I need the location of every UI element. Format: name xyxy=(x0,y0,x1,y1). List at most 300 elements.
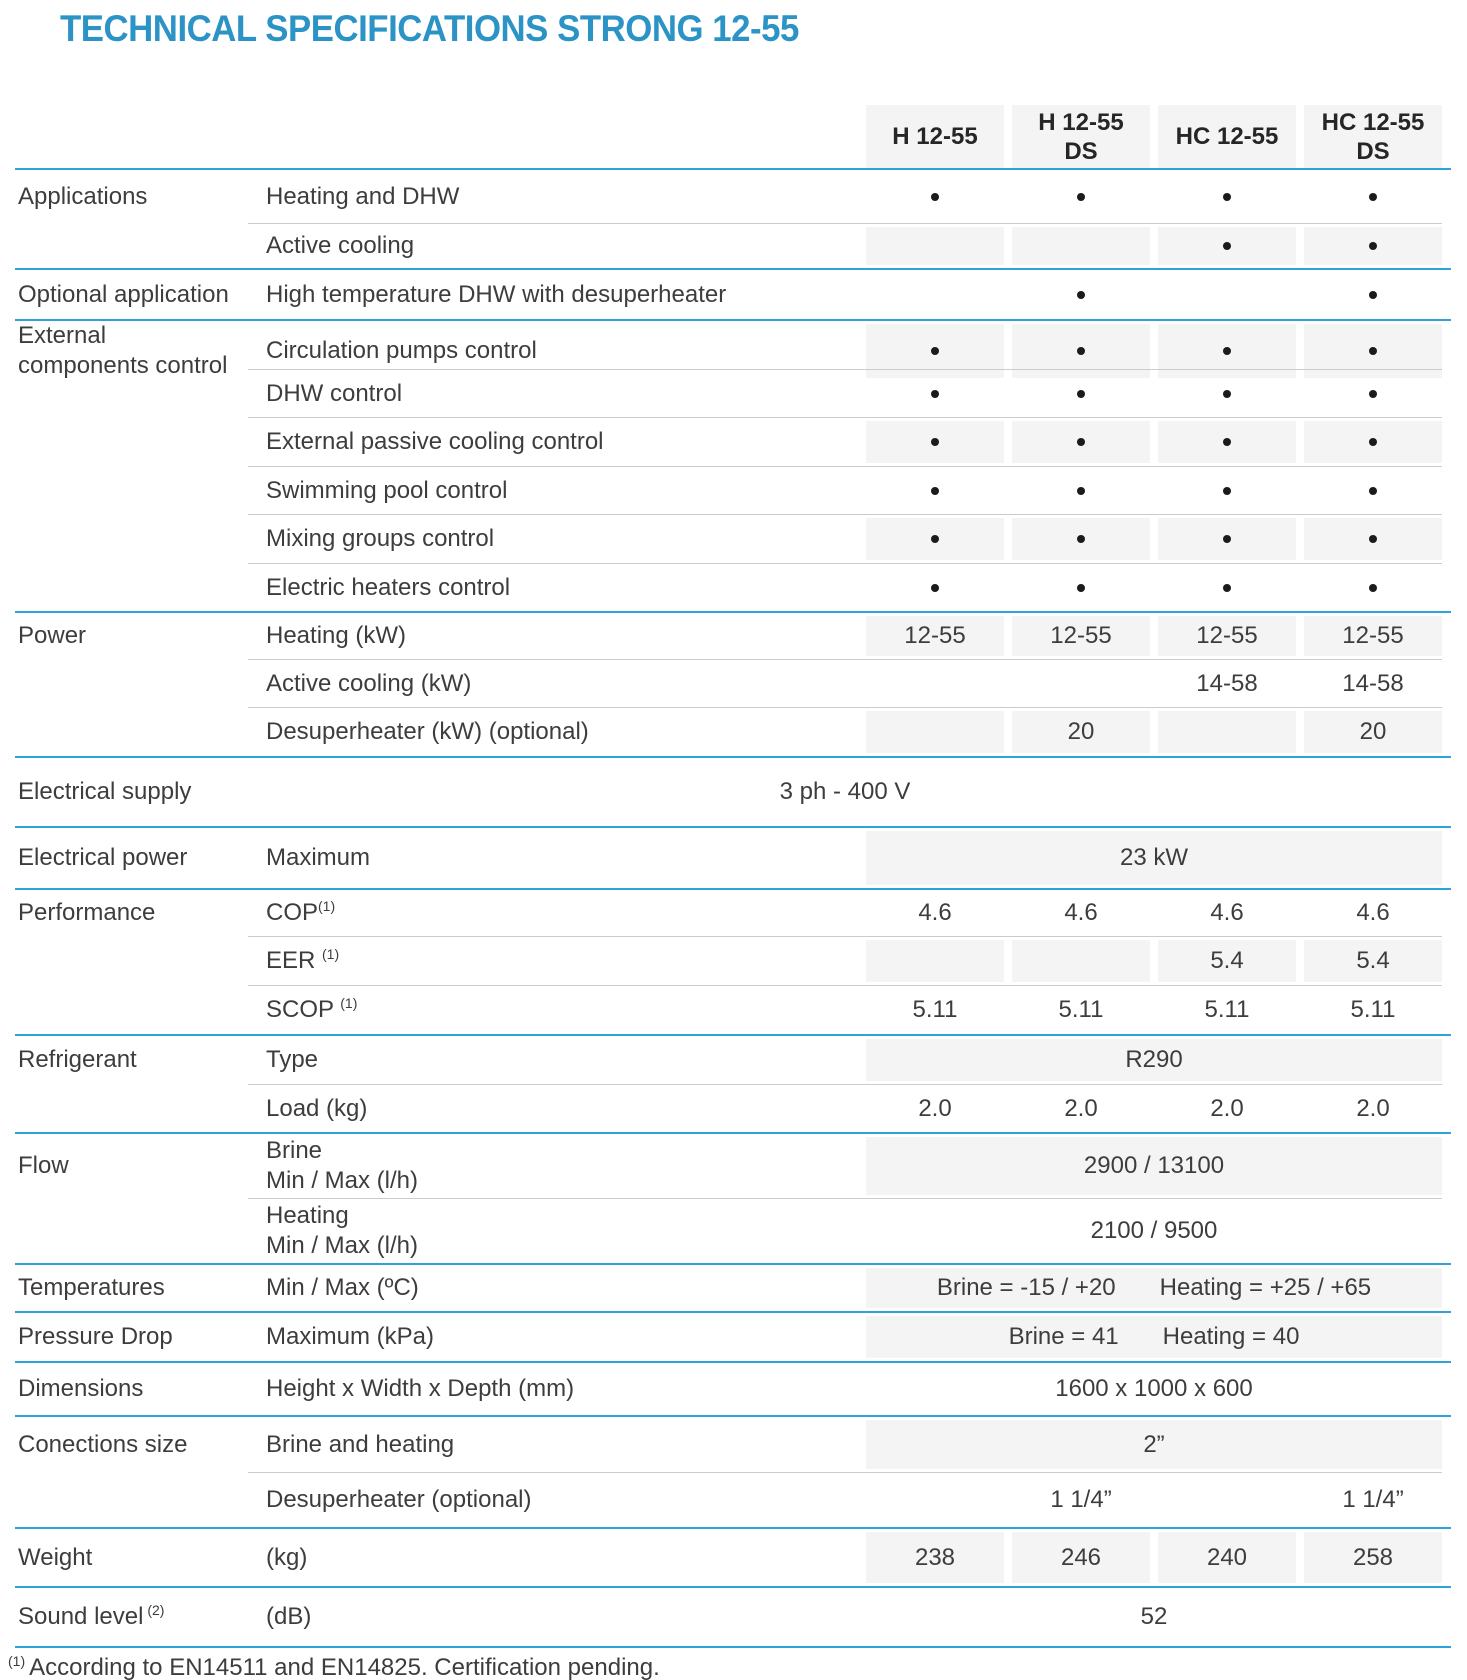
column-header xyxy=(1012,105,1150,168)
value-text: 258 xyxy=(1352,1543,1394,1571)
row-label xyxy=(248,1529,866,1586)
value-cell xyxy=(1304,613,1442,659)
group-label-text: Dimensions xyxy=(18,1375,144,1402)
value-text: 5.4 xyxy=(1356,947,1390,974)
spec-table xyxy=(0,105,1467,1648)
row-label xyxy=(248,1363,866,1415)
value-cell xyxy=(1158,708,1296,756)
bullet-icon xyxy=(1223,390,1231,398)
value-text: 240 xyxy=(1206,1543,1248,1571)
value-cell xyxy=(1158,660,1296,707)
table-row xyxy=(0,1417,1467,1472)
value-cell xyxy=(1012,986,1150,1034)
group-label-text: Pressure Drop xyxy=(18,1323,173,1350)
value-text: 5.11 xyxy=(1350,996,1396,1023)
group-label-text: Electrical power xyxy=(18,844,188,871)
value-text: 3 ph - 400 V xyxy=(779,778,911,805)
value-cell xyxy=(1304,370,1442,417)
row-label xyxy=(248,828,866,888)
row-label xyxy=(248,1134,866,1198)
value-cell xyxy=(1012,708,1150,756)
value-cell xyxy=(1158,224,1296,268)
value-cell xyxy=(866,890,1004,936)
bullet-icon xyxy=(1223,487,1231,495)
bullet-icon xyxy=(1077,193,1085,201)
table-row xyxy=(0,515,1467,563)
row-label-text: Type xyxy=(266,1046,319,1073)
row-label xyxy=(248,1473,866,1527)
value-cell xyxy=(866,660,1004,707)
table-row xyxy=(0,321,1467,379)
bullet-icon xyxy=(931,438,939,446)
value-cell xyxy=(1304,515,1442,563)
value-cell xyxy=(1304,890,1442,936)
value-text: 12-55 xyxy=(1196,622,1258,649)
table-header xyxy=(0,105,1467,170)
group-label xyxy=(0,170,248,223)
row-label-text: External passive cooling control xyxy=(266,428,604,455)
value-text: 14-58 xyxy=(1342,669,1404,697)
value-cell xyxy=(1158,890,1296,936)
value-cell xyxy=(1304,467,1442,514)
value-span-cell xyxy=(866,1417,1442,1472)
table-row xyxy=(0,1134,1467,1198)
spec-group xyxy=(0,758,1467,828)
table-row xyxy=(0,1363,1467,1415)
value-cell xyxy=(1158,370,1296,417)
bullet-icon xyxy=(1223,438,1231,446)
value-text: R290 xyxy=(1125,1046,1183,1073)
bullet-icon xyxy=(1077,347,1085,355)
value-cell xyxy=(1304,660,1442,707)
value-cell xyxy=(1012,418,1150,466)
row-label-text: Electric heaters control xyxy=(266,573,511,601)
table-row xyxy=(0,828,1467,888)
group-label xyxy=(0,828,248,888)
group-label-text: Refrigerant xyxy=(18,1046,137,1073)
value-cell xyxy=(1012,467,1150,514)
value-cell xyxy=(866,613,1004,659)
row-label-text: DHW control xyxy=(266,379,403,407)
spec-group xyxy=(0,1363,1467,1417)
value-cell xyxy=(1158,1085,1296,1132)
value-cell xyxy=(866,708,1004,756)
row-label xyxy=(248,660,866,707)
value-cell xyxy=(1304,1529,1442,1586)
table-row xyxy=(0,1313,1467,1361)
value-span-cell xyxy=(866,1036,1442,1084)
row-label-text: Brine and heating xyxy=(266,1430,455,1458)
column-header xyxy=(1158,105,1296,168)
value-span-cell xyxy=(866,1588,1442,1646)
value-text: 5.11 xyxy=(912,996,958,1023)
value-cell xyxy=(1304,418,1442,466)
value-cell xyxy=(866,170,1004,223)
row-label-text: Desuperheater (optional) xyxy=(266,1486,532,1513)
value-text: 5.4 xyxy=(1210,947,1244,974)
row-label xyxy=(248,890,866,936)
value-text: Heating = 40 xyxy=(1162,1323,1300,1350)
bullet-icon xyxy=(1077,584,1085,592)
row-label-text: Brine xyxy=(266,1137,323,1164)
group-label-text: Performance xyxy=(18,899,156,926)
value-cell xyxy=(1304,224,1442,268)
row-label xyxy=(248,1036,866,1084)
value-cell xyxy=(1012,170,1150,223)
value-text: 4.6 xyxy=(1356,899,1390,926)
spec-group xyxy=(0,1265,1467,1313)
group-label xyxy=(0,270,248,319)
value-text: 2100 / 9500 xyxy=(1090,1217,1218,1244)
value-cell xyxy=(866,370,1004,417)
column-header-label: H 12-55 xyxy=(892,123,978,150)
value-cell xyxy=(1158,1473,1296,1527)
value-text: 23 kW xyxy=(1119,844,1188,871)
value-span-cell xyxy=(866,828,1442,888)
row-label-superscript: (1) xyxy=(340,995,358,1011)
value-span-cell xyxy=(866,1313,1442,1361)
value-text: 238 xyxy=(914,1543,956,1571)
table-row xyxy=(0,1588,1467,1646)
value-text: 5.11 xyxy=(1058,996,1104,1023)
table-row xyxy=(0,937,1467,985)
group-label xyxy=(0,1036,248,1084)
footnote xyxy=(0,1648,1467,1680)
spec-group xyxy=(0,1036,1467,1134)
column-header-label: HC 12-55 xyxy=(1321,108,1425,136)
value-cell xyxy=(1012,370,1150,417)
value-cell xyxy=(866,515,1004,563)
bullet-icon xyxy=(1223,347,1231,355)
row-label-text: Maximum xyxy=(266,844,371,871)
value-text: 2.0 xyxy=(1210,1094,1244,1122)
value-cell xyxy=(1158,170,1296,223)
group-label xyxy=(0,1363,248,1415)
table-header-row xyxy=(0,105,1467,168)
value-text: 14-58 xyxy=(1196,669,1258,697)
table-row xyxy=(0,708,1467,756)
group-label-text: Applications xyxy=(18,182,148,210)
table-row xyxy=(0,418,1467,466)
value-text: Heating = +25 / +65 xyxy=(1159,1274,1372,1301)
row-label xyxy=(248,1265,866,1311)
value-cell xyxy=(1012,1473,1150,1527)
bullet-icon xyxy=(931,584,939,592)
group-label xyxy=(0,1134,248,1198)
value-cell xyxy=(1158,418,1296,466)
row-label xyxy=(248,418,866,466)
value-text: 4.6 xyxy=(918,899,952,926)
bullet-icon xyxy=(931,535,939,543)
spec-group xyxy=(0,270,1467,321)
value-cell xyxy=(866,986,1004,1034)
row-label-text: Mixing groups control xyxy=(266,525,495,552)
table-row xyxy=(0,890,1467,936)
row-label xyxy=(248,613,866,659)
value-span-cell xyxy=(248,758,1442,826)
table-row xyxy=(0,467,1467,514)
footnote-text: According to EN14511 and EN14825. Certification pending. xyxy=(29,1654,660,1680)
page-title: TECHNICAL SPECIFICATIONS STRONG 12-55 xyxy=(60,8,799,49)
row-label xyxy=(248,1313,866,1361)
group-label-text: Conections size xyxy=(18,1430,188,1458)
bullet-icon xyxy=(1077,535,1085,543)
value-text: 4.6 xyxy=(1210,899,1244,926)
row-label-text: Swimming pool control xyxy=(266,476,508,504)
row-label-text: SCOP $^{(1)}$ xyxy=(266,995,358,1023)
spec-group xyxy=(0,1588,1467,1648)
spec-group xyxy=(0,828,1467,890)
value-text: 1600 x 1000 x 600 xyxy=(1055,1375,1253,1402)
value-cell xyxy=(1158,564,1296,611)
row-label xyxy=(248,1199,866,1263)
bullet-icon xyxy=(1369,193,1377,201)
row-label xyxy=(248,708,866,756)
group-label xyxy=(0,1265,248,1311)
row-label xyxy=(248,467,866,514)
value-cell xyxy=(866,224,1004,268)
row-label xyxy=(248,1588,866,1646)
spec-group xyxy=(0,1313,1467,1363)
column-header-sublabel: DS xyxy=(1356,137,1390,165)
value-cell xyxy=(1012,613,1150,659)
group-label-text: Flow xyxy=(18,1152,69,1179)
group-label-text: Optional application xyxy=(18,280,229,308)
row-label-text: Active cooling xyxy=(266,232,415,259)
title-block xyxy=(0,0,1467,105)
spec-group xyxy=(0,890,1467,1036)
bullet-icon xyxy=(1223,584,1231,592)
value-text: 2900 / 13100 xyxy=(1083,1152,1225,1179)
value-span-cell xyxy=(866,1265,1442,1311)
spec-group xyxy=(0,1134,1467,1265)
bullet-icon xyxy=(931,390,939,398)
row-label-text: Height x Width x Depth (mm) xyxy=(266,1375,575,1402)
value-cell xyxy=(1158,986,1296,1034)
value-text: 2.0 xyxy=(1064,1094,1098,1122)
group-label xyxy=(0,613,248,659)
table-row xyxy=(0,1529,1467,1586)
group-label xyxy=(0,890,248,936)
value-text: 2” xyxy=(1143,1430,1165,1458)
value-text: Brine = 41 xyxy=(1008,1323,1119,1350)
table-row xyxy=(0,170,1467,223)
value-text: 52 xyxy=(1140,1603,1168,1630)
bullet-icon xyxy=(1369,438,1377,446)
value-text: 2.0 xyxy=(1356,1094,1390,1122)
group-label xyxy=(0,1588,248,1646)
table-row xyxy=(0,1036,1467,1084)
bullet-icon xyxy=(1223,535,1231,543)
group-label-text-line2: components control xyxy=(18,352,228,379)
bullet-icon xyxy=(931,193,939,201)
spec-group xyxy=(0,1529,1467,1588)
spec-group xyxy=(0,1417,1467,1529)
value-text: Brine = -15 / +20 xyxy=(936,1274,1116,1301)
row-label xyxy=(248,270,866,319)
value-cell xyxy=(866,1529,1004,1586)
value-cell xyxy=(866,1473,1004,1527)
value-cell xyxy=(866,564,1004,611)
row-label-text: (kg) xyxy=(266,1543,308,1571)
value-cell xyxy=(1304,1473,1442,1527)
value-span-cell xyxy=(866,1363,1442,1415)
table-row xyxy=(0,564,1467,611)
table-row xyxy=(0,758,1467,826)
group-label-text: Electrical supply xyxy=(18,778,192,805)
table-row xyxy=(0,1473,1467,1527)
bullet-icon xyxy=(1223,242,1231,250)
group-label xyxy=(0,758,248,826)
bullet-icon xyxy=(931,347,939,355)
spec-group xyxy=(0,321,1467,613)
row-label-text: Min / Max (ºC) xyxy=(266,1274,419,1301)
row-label-text: High temperature DHW with desuperheater xyxy=(266,280,727,308)
group-label-text: Weight xyxy=(18,1543,93,1571)
value-cell xyxy=(1158,937,1296,985)
value-text: 12-55 xyxy=(904,622,966,649)
value-cell xyxy=(1012,515,1150,563)
row-label-text: Heating and DHW xyxy=(266,182,460,210)
table-row xyxy=(0,1085,1467,1132)
row-label xyxy=(248,1417,866,1472)
value-cell xyxy=(1304,564,1442,611)
table-row xyxy=(0,660,1467,707)
value-cell xyxy=(1158,515,1296,563)
row-label-text: COP$^{(1)}$ xyxy=(266,898,336,926)
row-label xyxy=(248,224,866,268)
value-text: 1 1/4” xyxy=(1342,1486,1404,1513)
value-text: 246 xyxy=(1060,1543,1102,1571)
value-cell xyxy=(1304,937,1442,985)
row-label-text: (dB) xyxy=(266,1603,312,1630)
value-cell xyxy=(1304,986,1442,1034)
table-row xyxy=(0,613,1467,659)
value-cell xyxy=(1304,170,1442,223)
group-label-superscript: (2) xyxy=(143,1602,165,1618)
row-label xyxy=(248,515,866,563)
group-label-text: Power xyxy=(18,622,87,649)
column-header xyxy=(866,105,1004,168)
spec-group xyxy=(0,613,1467,758)
row-label-text: Heating (kW) xyxy=(266,622,407,649)
column-header-label: HC 12-55 xyxy=(1175,123,1279,150)
column-header-label: H 12-55 xyxy=(1038,108,1124,136)
row-label xyxy=(248,986,866,1034)
value-cell xyxy=(1012,1085,1150,1132)
value-cell xyxy=(866,1085,1004,1132)
row-label-text: Heating xyxy=(266,1202,349,1229)
row-label-text: Circulation pumps control xyxy=(266,337,537,364)
value-cell xyxy=(1012,890,1150,936)
group-label-text: Sound level $^{(2)}$ xyxy=(18,1602,165,1630)
table-row xyxy=(0,224,1467,268)
value-span-cell xyxy=(866,1199,1442,1263)
table-row xyxy=(0,986,1467,1034)
value-span-cell xyxy=(866,1134,1442,1198)
row-label-text-line2: Min / Max (l/h) xyxy=(266,1167,419,1194)
value-text: 2.0 xyxy=(918,1094,952,1122)
value-cell xyxy=(1012,224,1150,268)
value-text: 5.11 xyxy=(1204,996,1250,1023)
footnote-superscript: (1) xyxy=(8,1653,26,1669)
group-label xyxy=(0,1313,248,1361)
row-label-superscript: (1) xyxy=(318,898,336,914)
value-text: 20 xyxy=(1067,718,1095,745)
value-cell xyxy=(1012,1529,1150,1586)
bullet-icon xyxy=(1369,487,1377,495)
bullet-icon xyxy=(1369,347,1377,355)
row-label xyxy=(248,564,866,611)
value-cell xyxy=(1012,937,1150,985)
value-cell xyxy=(1304,270,1442,319)
bullet-icon xyxy=(1369,291,1377,299)
column-header-sublabel: DS xyxy=(1064,137,1098,165)
bullet-icon xyxy=(1077,291,1085,299)
bullet-icon xyxy=(1223,193,1231,201)
value-cell xyxy=(866,467,1004,514)
bullet-icon xyxy=(1369,390,1377,398)
row-label xyxy=(248,370,866,417)
group-label xyxy=(0,321,248,381)
value-text: 12-55 xyxy=(1050,622,1112,649)
bullet-icon xyxy=(1077,438,1085,446)
value-cell xyxy=(1012,564,1150,611)
value-cell xyxy=(1012,660,1150,707)
table-row xyxy=(0,1265,1467,1311)
value-text: 4.6 xyxy=(1064,899,1098,926)
value-cell xyxy=(1012,270,1150,319)
row-label xyxy=(248,170,866,223)
bullet-icon xyxy=(1077,487,1085,495)
group-label xyxy=(0,1529,248,1586)
value-cell xyxy=(1158,613,1296,659)
value-cell xyxy=(1304,708,1442,756)
row-label xyxy=(248,937,866,985)
value-text: 1 1/4” xyxy=(1050,1486,1112,1513)
value-cell xyxy=(866,270,1004,319)
value-cell xyxy=(1158,270,1296,319)
row-label-text: Maximum (kPa) xyxy=(266,1323,435,1350)
bullet-icon xyxy=(1369,242,1377,250)
group-label xyxy=(0,1417,248,1472)
value-cell xyxy=(1158,1529,1296,1586)
value-cell xyxy=(866,418,1004,466)
group-label-text: Temperatures xyxy=(18,1274,165,1301)
bullet-icon xyxy=(1369,584,1377,592)
row-label-text: EER $^{(1)}$ xyxy=(266,946,340,974)
table-row xyxy=(0,270,1467,319)
spec-group xyxy=(0,170,1467,270)
value-text: 12-55 xyxy=(1342,622,1404,649)
row-label-text: Desuperheater (kW) (optional) xyxy=(266,718,589,745)
bullet-icon xyxy=(1077,390,1085,398)
value-cell xyxy=(1304,1085,1442,1132)
row-label-text: Load (kg) xyxy=(266,1094,368,1122)
column-header xyxy=(1304,105,1442,168)
bullet-icon xyxy=(1369,535,1377,543)
value-cell xyxy=(1158,467,1296,514)
row-label-text: Active cooling (kW) xyxy=(266,669,472,697)
row-label xyxy=(248,1085,866,1132)
group-label-text: External xyxy=(18,322,107,349)
row-label-text-line2: Min / Max (l/h) xyxy=(266,1232,419,1259)
value-cell xyxy=(866,937,1004,985)
bullet-icon xyxy=(931,487,939,495)
table-row xyxy=(0,1199,1467,1263)
row-label-superscript: (1) xyxy=(322,946,340,962)
value-text: 20 xyxy=(1359,718,1387,745)
